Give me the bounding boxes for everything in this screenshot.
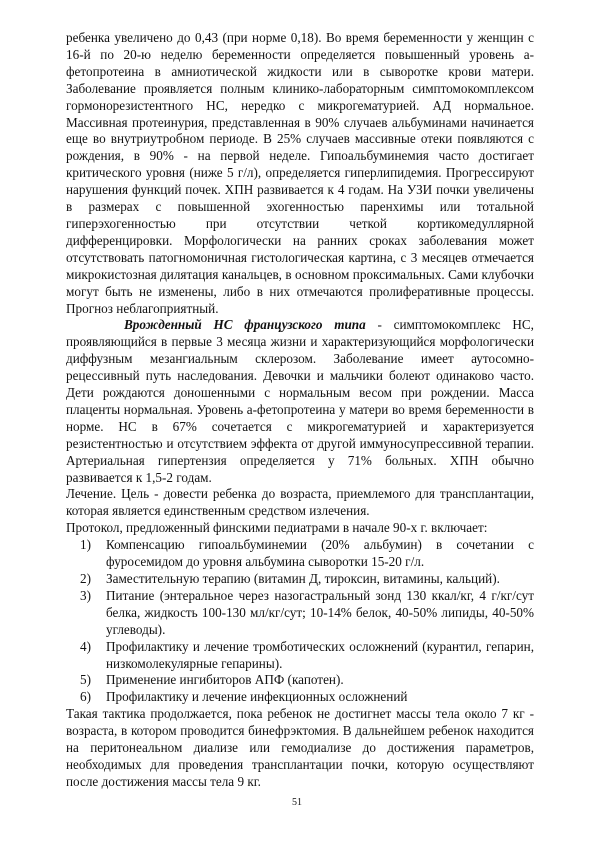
protocol-item [66,689,534,706]
protocol-item-number: 6) [80,689,91,705]
protocol-item [66,639,534,673]
paragraph-prognosis: ребенка увеличено до 0,43 (при норме 0,18). Во время беременности у женщин с 16-й по 20-ю неделю беременности определяется повышенный уровень а-фетопротеина в амниотической жидкости или в сыворотке крови матери. Заболевание проявляется полным клинико-лабораторным симптомокомплексом гормонорезистентного НС, нередко с микрогематурией. АД нормальное. Массивная протеинурия, представленная в 90% случаев альбуминами начинается еще во внутриутробном периоде. В 25% случаев массивные отеки появляются с рождения, в 90% - на первой неделе. Гипоальбуминемия часто достигает критического уровня (ниже 5 г/л), определяется гиперлипидемия. Прогрессируют нарушения функций почек. ХПН развивается к 4 годам. На УЗИ почки увеличены в размерах с повышенной эхогенностью паренхимы или тотальной гиперэхогенностью при отсутствии четкой кортикомедуллярной дифференцировки. Морфологически на ранних сроках заболевания может отсутствовать патогномоничная гистологическая картина, с 3 месяцев отмечается микрокистозная дилятация канальцев, в основном проксимальных. Сами клубочки могут быть не изменены, либо в них отмечаются пролиферативные процессы. Прогноз неблагоприятный. [66,30,534,316]
protocol-item-text: Профилактику и лечение инфекционных осложнений [106,689,408,705]
protocol-list [66,537,534,706]
protocol-item-text: Применение ингибиторов АПФ (капотен). [106,672,344,688]
paragraph-french-type [66,317,534,486]
protocol-item-number: 2) [80,571,91,586]
protocol-item [66,571,534,588]
protocol-item-number: 3) [80,587,91,603]
protocol-item-number: 4) [80,638,91,654]
protocol-item-text: Питание (энтеральное через назогастральный зонд 130 ккал/кг, 4 г/кг/сут белка, жидкость 100-130 мл/кг/сут; 10-14% белок, 40-50% липиды, 40-50% углеводы). [106,587,534,637]
protocol-item-number: 1) [80,537,91,553]
protocol-item-text: Заместительную терапию (витамин Д, тироксин, витамины, кальций). [106,571,500,586]
protocol-item [66,672,534,689]
protocol-item-text: Компенсацию гипоальбуминемии (20% альбумин) в сочетании с фуросемидом до уровня альбумина сыворотки 15-20 г/л. [106,537,534,570]
french-type-heading: Врожденный НС французского типа [124,317,366,333]
protocol-item [66,537,534,571]
protocol-intro: Протокол, предложенный финскими педиатрами в начале 90-х г. включает: [66,520,488,536]
protocol-item-text: Профилактику и лечение тромботических осложнений (курантил, гепарин, низкомолекулярные гепарины). [106,638,534,671]
paragraph-tactics: Такая тактика продолжается, пока ребенок не достигнет массы тела около 7 кг - возраста, в котором проводится бинефрэктомия. В дальнейшем ребенок находится на перитонеальном диализе или гемодиализе до достижения параметров, необходимых для проведения трансплантации почки, которую осуществляют после достижения массы тела 9 кг. [66,706,534,789]
protocol-item-number: 5) [80,672,91,688]
page-number: 51 [292,797,302,808]
french-type-body: - симптомокомплекс НС, проявляющийся в первые 3 месяца жизни и характеризующийся морфологически диффузным мезангиальным склерозом. Заболевание имеет аутосомно-рецессивный путь наследования. Девочки и мальчики болеют одинаково часто. Дети рождаются доношенными с нормальным весом при рождении. Масса плаценты нормальная. Уровень а-фетопротеина у матери во время беременности в норме. НС в 67% сочетается с микрогематурией и характеризуется резистентностью и отсутствием эффекта от другой иммуносупрессивной терапии. Артериальная гипертензия определяется у 71% больных. ХПН обычно развивается к 1,5-2 годам. [66,317,534,485]
protocol-item [66,588,534,639]
paragraph-treatment: Лечение. Цель - довести ребенка до возраста, приемлемого для трансплантации, которая является единственным средством излечения. [66,486,534,519]
